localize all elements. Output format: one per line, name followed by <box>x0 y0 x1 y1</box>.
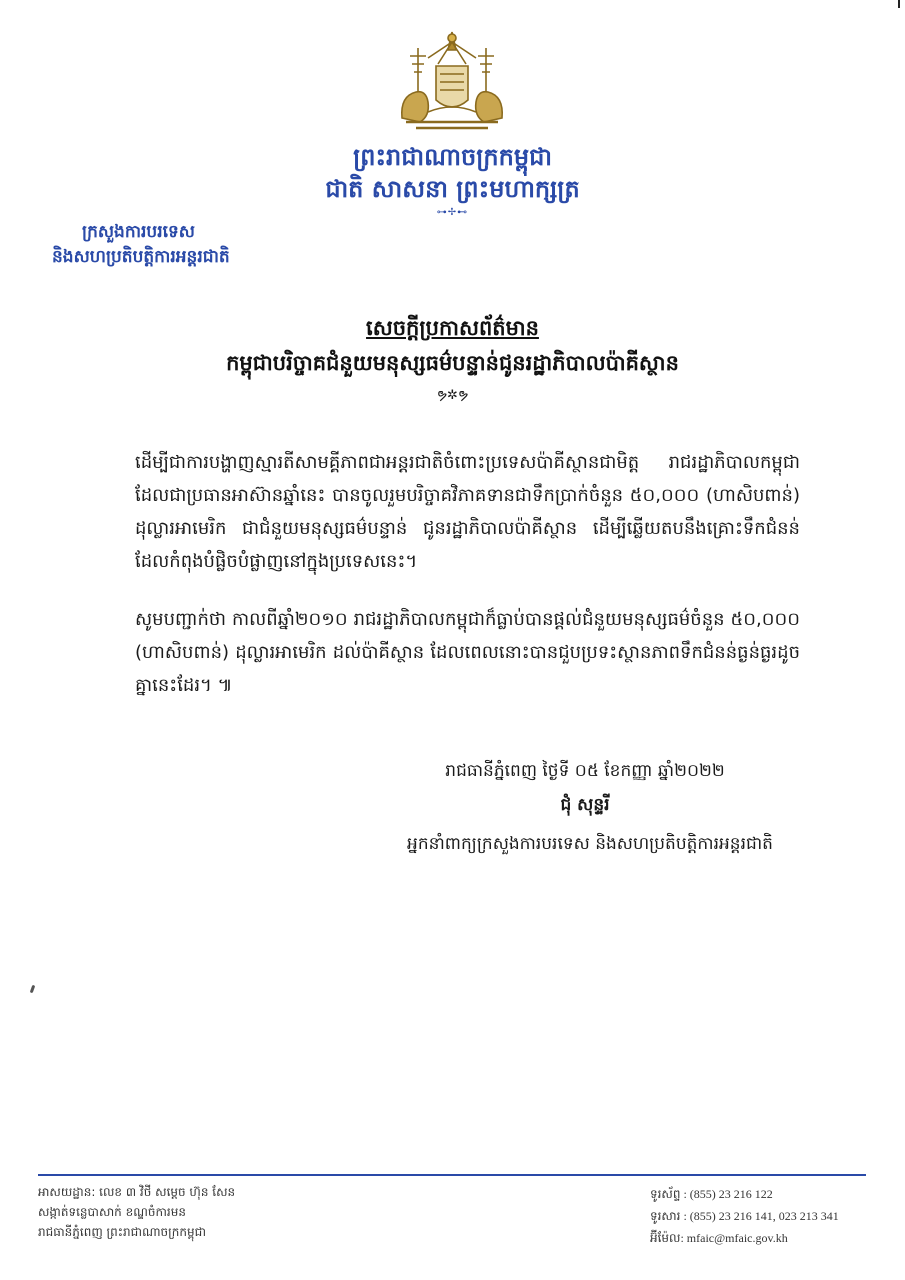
title-ornament: ຯ✲ຯ <box>436 388 469 403</box>
footer-phone: ទូរស័ព្ទ : (855) 23 216 122 <box>650 1187 773 1201</box>
footer-fax: ទូរសារ : (855) 23 216 141, 023 213 341 <box>650 1209 839 1223</box>
footer-divider <box>38 1174 866 1176</box>
place-date: រាជធានីភ្នំពេញ ថ្ងៃទី ០៥ ខែកញ្ញា ឆ្នាំ២០២២ <box>445 761 725 781</box>
header-ornament: ⊶✢⊷ <box>436 207 469 218</box>
signatory-position: អ្នកនាំពាក្យក្រសួងការបរទេស និងសហប្រតិបត្តិការអន្តរជាតិ <box>407 834 773 854</box>
footer-address-line2: សង្កាត់ទន្លេបាសាក់ ខណ្ឌចំការមន <box>38 1205 186 1219</box>
signatory-name: ជុំ សុន្ទរី <box>560 795 610 815</box>
document-type-title: សេចក្តីប្រកាសព័ត៌មាន <box>366 316 539 340</box>
royal-emblem-icon <box>388 28 516 138</box>
body-paragraph-1: ដើម្បីជាការបង្ហាញស្មារតីសាមគ្គីភាពជាអន្តរជាតិចំពោះប្រទេសប៉ាគីស្ថានជាមិត្ត រាជរដ្ឋាភិបាលកម្ពុជា ដែលជាប្រធានអាស៊ានឆ្នាំនេះ បានចូលរួមបរិច្ចាគវិភាគទានជាទឹកប្រាក់ចំនួន ៥០,០០០ (ហាសិបពាន់) ដុល្លារអាមេរិក ជាជំនួយមនុស្សធម៌បន្ទាន់ ជូនរដ្ឋាភិបាលប៉ាគីស្ថាន ដើម្បីឆ្លើយតបនឹងគ្រោះទឹកជំនន់ដែលកំពុងបំផ្លិចបំផ្លាញនៅក្នុងប្រទេសនេះ។ <box>135 452 800 572</box>
ministry-name-line2: និងសហប្រតិបត្តិការអន្តរជាតិ <box>52 247 230 267</box>
stray-mark <box>30 985 36 994</box>
body-paragraph-2: សូមបញ្ជាក់ថា កាលពីឆ្នាំ២០១០ រាជរដ្ឋាភិបាលកម្ពុជាក៏ធ្លាប់បានផ្តល់ជំនួយមនុស្សធម៌ចំនួន ៥០,០០០ (ហាសិបពាន់) ដុល្លារអាមេរិក ដល់ប៉ាគីស្ថាន ដែលពេលនោះបានជួបប្រទះស្ថានភាពទឹកជំនន់ធ្ងន់ធ្ងរដូចគ្នានេះដែរ។ ៕ <box>135 609 800 696</box>
ministry-name-line1: ក្រសួងការបរទេស <box>82 222 195 242</box>
footer-address-line3: រាជធានីភ្នំពេញ ព្រះរាជាណាចក្រកម្ពុជា <box>38 1225 206 1239</box>
document-headline: កម្ពុជាបរិច្ចាគជំនួយមនុស្សធម៌បន្ទាន់ជូនរដ្ឋាភិបាលប៉ាគីស្ថាន <box>226 351 679 375</box>
national-motto: ជាតិ សាសនា ព្រះមហាក្សត្រ <box>325 175 580 203</box>
footer-address-line1: អាសយដ្ឋាន: លេខ ៣ វិថី សម្តេច ហ៊ុន សែន <box>38 1185 236 1199</box>
edge-mark <box>898 0 900 8</box>
footer-email: អ៊ីម៉ែល: mfaic@mfaic.gov.kh <box>650 1231 788 1245</box>
kingdom-title: ព្រះរាជាណាចក្រកម្ពុជា <box>353 143 552 171</box>
